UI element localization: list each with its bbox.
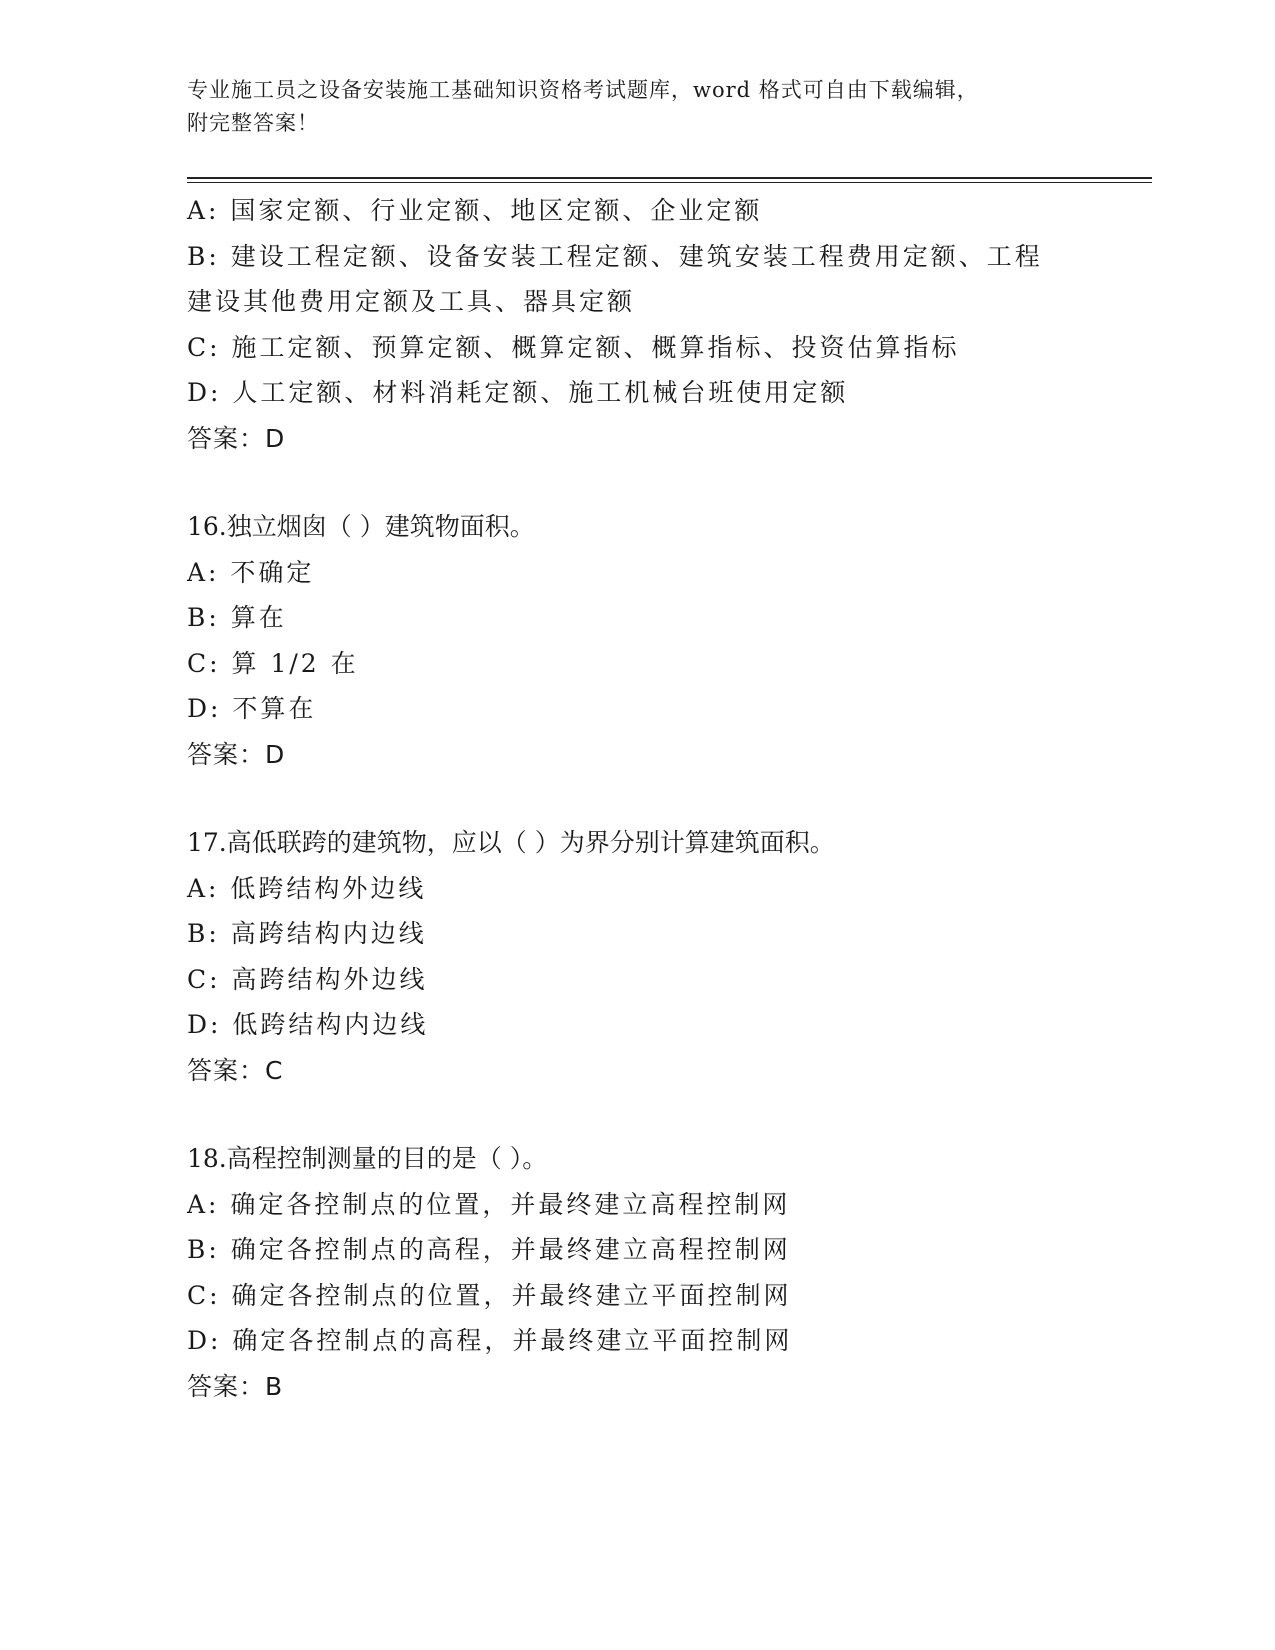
answer: 答案：D bbox=[187, 739, 286, 769]
question-text: 18.高程控制测量的目的是（ ）。 bbox=[187, 1144, 548, 1173]
option-a: A: 确定各控制点的位置，并最终建立高程控制网 bbox=[187, 1189, 791, 1219]
option-c: C: 施工定额、预算定额、概算定额、概算指标、投资估算指标 bbox=[187, 332, 960, 362]
option-c: C: 高跨结构外边线 bbox=[187, 964, 428, 994]
header-divider-thick bbox=[187, 177, 1152, 179]
question-content bbox=[187, 188, 1087, 1409]
header-divider-thin bbox=[187, 182, 1152, 183]
question-text: 17.高低联跨的建筑物，应以（ ）为界分别计算建筑面积。 bbox=[187, 828, 835, 857]
option-a: A: 不确定 bbox=[187, 557, 315, 587]
header-line-2: 附完整答案！ bbox=[187, 111, 319, 135]
header-line-1: 专业施工员之设备安装施工基础知识资格考试题库，word 格式可自由下载编辑， bbox=[187, 78, 979, 102]
answer: 答案：B bbox=[187, 1371, 284, 1401]
option-b-continued: 建设其他费用定额及工具、器具定额 bbox=[187, 287, 636, 316]
answer: 答案：D bbox=[187, 423, 286, 453]
option-c: C: 确定各控制点的位置，并最终建立平面控制网 bbox=[187, 1280, 792, 1310]
option-d: D: 人工定额、材料消耗定额、施工机械台班使用定额 bbox=[187, 378, 849, 407]
question-18 bbox=[187, 1136, 1087, 1409]
option-a: A: 低跨结构外边线 bbox=[187, 873, 427, 903]
question-text: 16.独立烟囱（ ）建筑物面积。 bbox=[187, 512, 535, 541]
document-header bbox=[187, 74, 1067, 140]
option-b: B: 算在 bbox=[187, 603, 287, 632]
question-17 bbox=[187, 820, 1087, 1093]
option-a: A: 国家定额、行业定额、地区定额、企业定额 bbox=[187, 196, 763, 225]
option-d: D: 确定各控制点的高程，并最终建立平面控制网 bbox=[187, 1326, 793, 1355]
option-c: C: 算 1/2 在 bbox=[187, 648, 359, 678]
option-b: B: 建设工程定额、设备安装工程定额、建筑安装工程费用定额、工程 bbox=[187, 241, 1043, 271]
option-d: D: 不算在 bbox=[187, 694, 317, 723]
option-d: D: 低跨结构内边线 bbox=[187, 1010, 429, 1039]
question-16 bbox=[187, 504, 1087, 777]
answer: 答案：C bbox=[187, 1055, 284, 1085]
option-b: B: 高跨结构内边线 bbox=[187, 919, 427, 948]
question-15 bbox=[187, 188, 1087, 461]
option-b: B: 确定各控制点的高程，并最终建立高程控制网 bbox=[187, 1235, 791, 1264]
